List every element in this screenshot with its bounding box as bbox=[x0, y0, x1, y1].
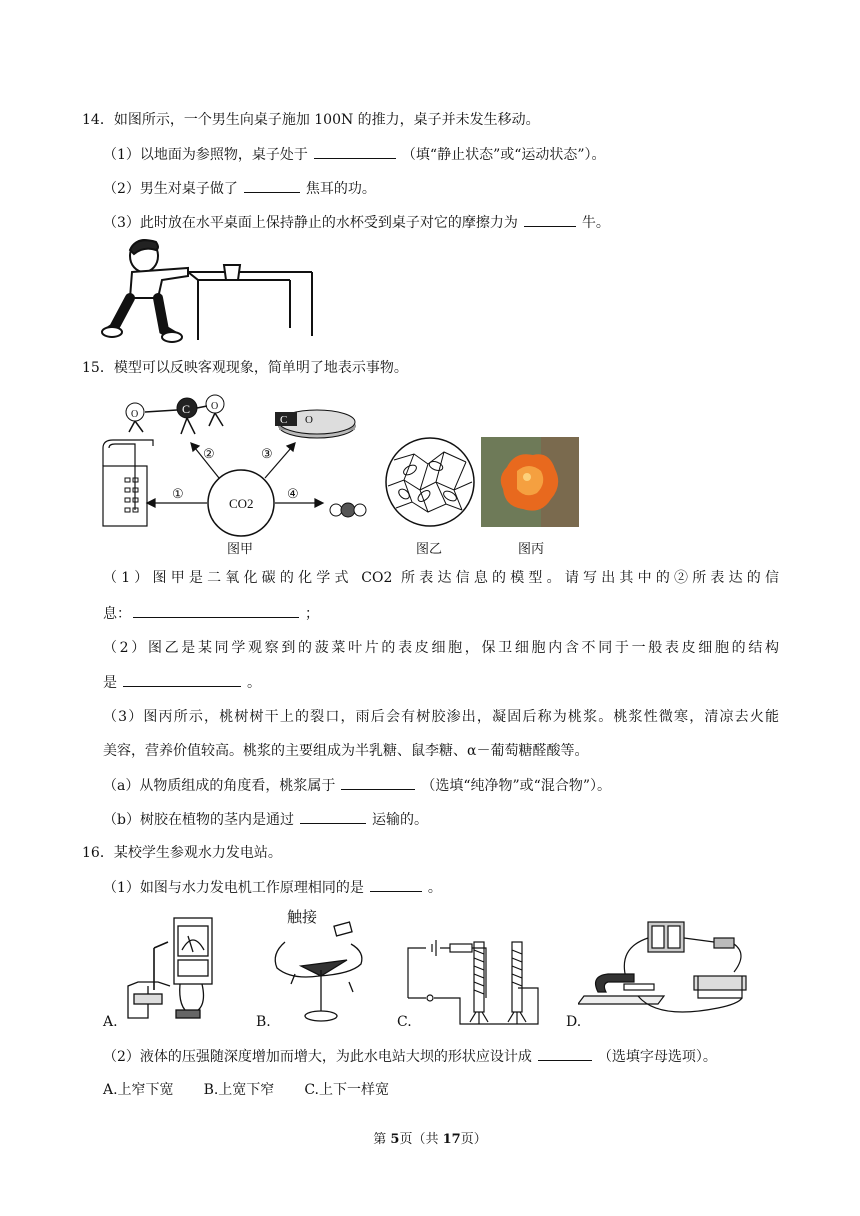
q14-part1-hint: （填“静止状态”或“运动状态”）。 bbox=[401, 147, 606, 163]
q15-part3-line2: 美容，营养价值较高。桃浆的主要组成为半乳糖、鼠李糖、α－葡萄糖醛酸等。 bbox=[103, 743, 589, 759]
q15-part2-line2 bbox=[103, 672, 261, 693]
q15-part-b-text: （b）树胶在植物的茎内是通过 bbox=[103, 812, 294, 828]
answer-blank[interactable] bbox=[314, 144, 396, 159]
q16-part2-hint: （选填字母选项）。 bbox=[597, 1049, 717, 1065]
option-b-electromagnet-compass-figure bbox=[265, 904, 370, 1026]
q16-choices bbox=[103, 1080, 389, 1100]
cup-icon bbox=[224, 265, 240, 280]
q14-part2-text: （2）男生对桌子做了 bbox=[103, 181, 238, 197]
q14-part3-tail: 牛。 bbox=[581, 215, 610, 231]
page-number: 5 bbox=[390, 1132, 400, 1147]
choice-a[interactable]: A.上窄下宽 bbox=[103, 1082, 174, 1098]
q16-part1 bbox=[103, 877, 442, 898]
q15-part-b bbox=[103, 809, 428, 830]
page-total: 17 bbox=[442, 1132, 461, 1147]
choice-c[interactable]: C.上下一样宽 bbox=[304, 1082, 389, 1098]
disk-model-icon bbox=[275, 410, 355, 438]
q15-part1-label: 息： bbox=[103, 606, 131, 622]
q16-part2 bbox=[103, 1046, 717, 1067]
footer-prefix: 第 bbox=[373, 1132, 391, 1147]
boy-shoe bbox=[102, 327, 122, 337]
q15-stem: 15．模型可以反映客观现象，简单明了地表示事物。 bbox=[82, 360, 408, 376]
q15-part1-line1: （1）图甲是二氧化碳的化学式 CO2 所表达信息的模型。请写出其中的②所表达的信 bbox=[103, 570, 779, 586]
option-a-label[interactable]: A. bbox=[103, 1014, 118, 1030]
q16-part1-text: （1）如图与水力发电机工作原理相同的是 bbox=[103, 880, 364, 896]
q14-part3-text: （3）此时放在水平桌面上保持静止的水杯受到桌子对它的摩擦力为 bbox=[103, 215, 518, 231]
option-c-label[interactable]: C. bbox=[397, 1014, 412, 1030]
q16-part1-tail: 。 bbox=[427, 880, 442, 896]
answer-blank[interactable] bbox=[341, 775, 415, 790]
caption-jia: 图甲 bbox=[227, 542, 254, 557]
answer-blank[interactable] bbox=[244, 178, 300, 193]
svg-text:C: C bbox=[280, 414, 288, 426]
svg-text:O: O bbox=[131, 409, 139, 420]
q15-part1-line2 bbox=[103, 603, 319, 624]
boy-pushing-desk-figure bbox=[100, 236, 320, 346]
cartoon-molecule-icon bbox=[126, 395, 224, 434]
q15-part2-tail: 。 bbox=[247, 675, 261, 691]
answer-blank[interactable] bbox=[538, 1046, 592, 1061]
q15-part-a bbox=[103, 775, 611, 796]
ball-model-icon bbox=[330, 503, 366, 517]
q15-part1-tail: ； bbox=[305, 606, 319, 622]
answer-blank[interactable] bbox=[133, 603, 299, 618]
gas-bottle-icon bbox=[103, 440, 153, 526]
option-a-generator-figure bbox=[118, 912, 218, 1024]
footer-suffix: 页） bbox=[460, 1132, 487, 1147]
choice-b[interactable]: B.上宽下窄 bbox=[203, 1082, 275, 1098]
boy-shoe bbox=[162, 332, 182, 342]
answer-blank[interactable] bbox=[524, 212, 576, 227]
touch-label: 触接 bbox=[287, 909, 318, 926]
option-d-label[interactable]: D. bbox=[566, 1014, 582, 1030]
co2-label: CO2 bbox=[229, 496, 254, 511]
q14-part3 bbox=[103, 212, 610, 233]
caption-yi: 图乙 bbox=[416, 542, 443, 557]
arrow-label-4: ④ bbox=[287, 486, 299, 501]
q15-part-a-hint: （选填“纯净物”或“混合物”）。 bbox=[421, 778, 611, 794]
q14-part2-tail: 焦耳的功。 bbox=[305, 181, 376, 197]
arrow-label-2: ② bbox=[203, 446, 215, 461]
q14-stem: 14．如图所示，一个男生向桌子施加 100N 的推力，桌子并未发生移动。 bbox=[82, 112, 540, 128]
option-b-label[interactable]: B. bbox=[256, 1014, 271, 1030]
answer-blank[interactable] bbox=[123, 672, 241, 687]
q14-part2 bbox=[103, 178, 376, 199]
q16-stem: 16．某校学生参观水力发电站。 bbox=[82, 845, 282, 861]
answer-blank[interactable] bbox=[300, 809, 366, 824]
arrow-label-3: ③ bbox=[261, 446, 273, 461]
svg-text:C: C bbox=[182, 402, 191, 416]
figure-yi-leaf-cells bbox=[384, 436, 476, 528]
q15-part-b-tail: 运输的。 bbox=[371, 812, 428, 828]
svg-text:O: O bbox=[305, 414, 313, 426]
q16-part2-text: （2）液体的压强随深度增加而增大，为此水电站大坝的形状应设计成 bbox=[103, 1049, 532, 1065]
svg-text:O: O bbox=[211, 401, 219, 412]
desk-left-leg bbox=[188, 272, 198, 340]
answer-blank[interactable] bbox=[370, 877, 422, 892]
figure-bing-peach-gum-photo bbox=[481, 437, 579, 527]
caption-bing: 图丙 bbox=[518, 542, 545, 557]
q15-part3-line1: （3）图丙所示，桃树树干上的裂口，雨后会有树胶渗出，凝固后称为桃浆。桃浆性微寒，清凉去火能 bbox=[103, 709, 779, 725]
q15-part-a-text: （a）从物质组成的角度看，桃浆属于 bbox=[103, 778, 336, 794]
q14-part1-text: （1）以地面为参照物，桌子处于 bbox=[103, 147, 308, 163]
option-c-electromagnet-circuit-figure bbox=[400, 932, 550, 1028]
figure-jia-co2-model bbox=[95, 392, 380, 562]
option-d-motor-circuit-figure bbox=[578, 908, 758, 1026]
page-footer bbox=[0, 1128, 860, 1147]
q15-part2-label: 是 bbox=[103, 675, 117, 691]
q14-part1 bbox=[103, 144, 606, 165]
arrow-label-1: ① bbox=[172, 486, 184, 501]
q15-part2-line1: （2）图乙是某同学观察到的菠菜叶片的表皮细胞，保卫细胞内含不同于一般表皮细胞的结构 bbox=[103, 640, 779, 656]
footer-middle: 页（共 bbox=[399, 1132, 443, 1147]
